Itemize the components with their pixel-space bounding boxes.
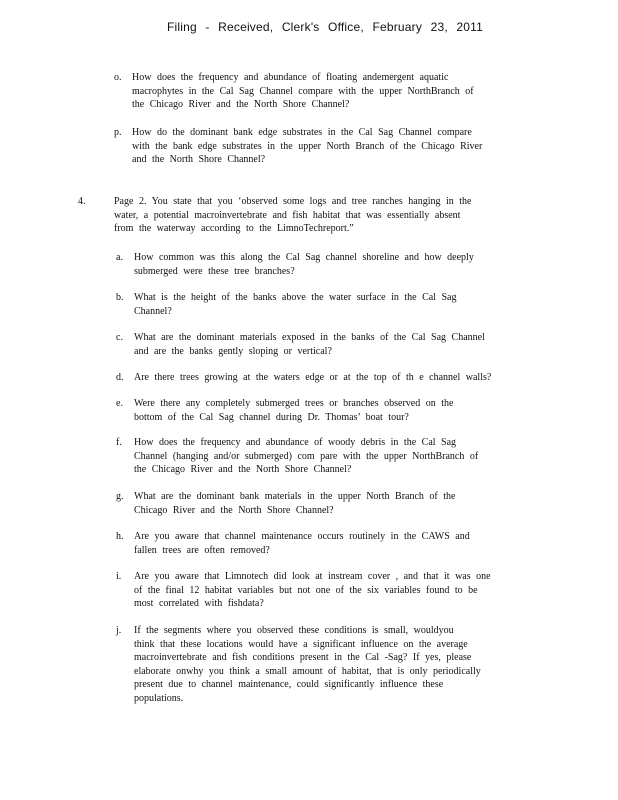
text-line: Were there any completely submerged trees or branches observed on the (134, 398, 454, 409)
text-line: Are you aware that Limnotech did look at instream cover , and that it was one (134, 571, 491, 582)
text-line: Are there trees growing at the waters edge or at the top of th e channel walls? (134, 372, 492, 383)
text-line: macrophytes in the Cal Sag Channel compare with the upper NorthBranch of (132, 85, 474, 97)
text-line: the Chicago River and the North Shore Channel? (134, 464, 352, 475)
item-marker: j. (116, 625, 122, 636)
text-line: Channel? (134, 305, 172, 317)
item-text (134, 436, 534, 477)
item-marker: c. (116, 332, 123, 343)
text-line: most correlated with fishdata? (134, 598, 264, 609)
text-line: with the bank edge substrates in the upper North Branch of the Chicago River (132, 140, 483, 152)
item-text (134, 490, 519, 517)
text-line: Channel (hanging and/or submerged) com pare with the upper NorthBranch of (134, 450, 479, 462)
text-line: and the North Shore Channel? (132, 154, 266, 165)
text-line: bottom of the Cal Sag channel during Dr. Thomas’ boat tour? (134, 411, 409, 423)
text-line: What is the height of the banks above the water surface in the Cal Sag (134, 292, 457, 303)
filing-header: Filing - Received, Clerk's Office, February 23, 2011 (166, 20, 484, 34)
text-line: populations. (134, 692, 184, 704)
item-marker: 4. (78, 196, 86, 207)
text-line: the Chicago River and the North Shore Channel? (132, 99, 350, 110)
text-line: How do the dominant bank edge substrates in the Cal Sag Channel compare (132, 127, 472, 138)
item-text (134, 624, 519, 705)
item-marker: d. (116, 372, 124, 383)
text-line: present due to channel maintenance, could significantly influence these (134, 679, 444, 690)
item-marker: a. (116, 252, 123, 263)
item-text (134, 251, 519, 278)
text-line: Are you aware that channel maintenance occurs routinely in the CAWS and (134, 531, 470, 542)
item-text (134, 331, 519, 358)
text-line: submerged were these tree branches? (134, 265, 295, 277)
text-line: and are the banks gently sloping or vertical? (134, 345, 332, 357)
text-line: from the waterway according to the LimnoTechreport.” (114, 223, 354, 234)
item-marker: f. (116, 437, 122, 448)
item-text (134, 570, 519, 611)
text-line: What are the dominant bank materials in the upper North Branch of the (134, 491, 456, 502)
item-text (134, 397, 519, 424)
text-line: macroinvertebrate and fish conditions present in the Cal -Sag? If yes, please (134, 652, 472, 663)
text-line: Chicago River and the North Shore Channel? (134, 504, 334, 516)
item-marker: g. (116, 491, 124, 502)
item-marker: o. (114, 72, 122, 83)
item-text (134, 291, 519, 318)
text-line: elaborate onwhy you think a small amount of habitat, that is only periodically (134, 665, 481, 677)
item-text (132, 71, 517, 112)
item-text (132, 126, 517, 167)
item-marker: h. (116, 531, 124, 542)
text-line: water, a potential macroinvertebrate and fish habitat that was essentially absent (114, 209, 461, 221)
text-line: fallen trees are often removed? (134, 544, 270, 556)
item-marker: i. (116, 571, 122, 582)
item-text (134, 371, 519, 385)
item-marker: e. (116, 398, 123, 409)
item-text (134, 530, 519, 557)
text-line: think that these locations would have a significant influence on the average (134, 638, 468, 650)
text-line: of the final 12 habitat variables but not one of the six variables found to be (134, 584, 478, 596)
item-marker: b. (116, 292, 124, 303)
text-line: Page 2. You state that you ‘observed some logs and tree ranches hanging in the (114, 196, 472, 207)
text-line: If the segments where you observed these conditions is small, wouldyou (134, 625, 454, 636)
item-marker: p. (114, 127, 122, 138)
text-line: How common was this along the Cal Sag channel shoreline and how deeply (134, 252, 474, 263)
text-line: What are the dominant materials exposed in the banks of the Cal Sag Channel (134, 332, 485, 343)
text-line: How does the frequency and abundance of floating andemergent aquatic (132, 72, 449, 83)
text-line: How does the frequency and abundance of woody debris in the Cal Sag (134, 437, 457, 448)
item-text (114, 195, 534, 236)
